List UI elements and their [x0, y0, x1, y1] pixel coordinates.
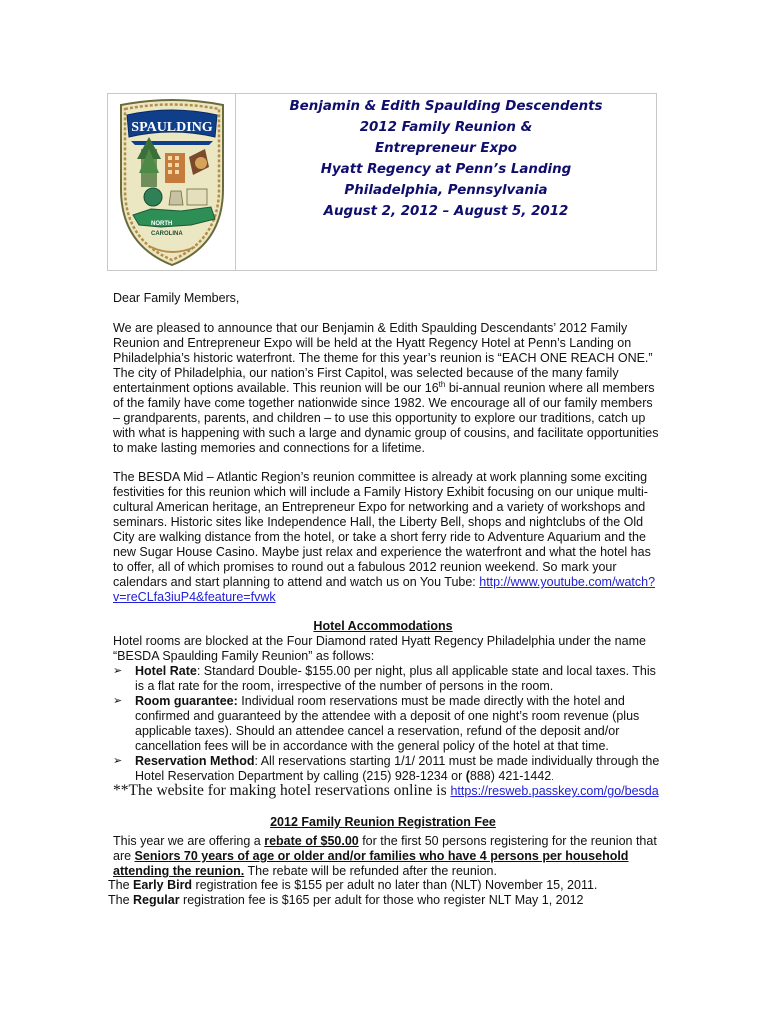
text-run: We are pleased to announce that our Benjamin & Edith Spaulding Descendants’ 2012 Family Reunion and Entrepreneur Expo will be held at the Hyatt Regency Hotel at Penn’s Landing on Philadelphia’s historic waterfront. The theme for this year’s reunion is “EACH ONE REACH ONE.” The city of Philadelphia, our nation’s First Capitol, was selected because of the many family entertainment options available. This reunion will be our 16: [113, 321, 653, 395]
text-run: Individual room reservations must be made directly with the hotel and confirmed and guaranteed by the attendee with a deposit of one night’s room revenue (plus applicable taxes). Should an attendee cancel a reservation, refund of the deposit and/or cancellation fees will be in accordance with the general policy of the hotel at that time.: [135, 694, 640, 753]
list-item: [113, 754, 661, 785]
list-item: [113, 694, 661, 754]
text-run: registration fee is $155 per adult no later than (NLT) November 15, 2011.: [192, 878, 598, 892]
list-item: [113, 664, 661, 694]
festivities-paragraph: [113, 470, 661, 605]
title-line: 2012 Family Reunion &: [359, 120, 533, 135]
text-run: The rebate will be refunded after the reunion.: [244, 864, 497, 878]
fee-lines: [108, 878, 668, 908]
text-run: Seniors 70 years of age or older and/or families who have 4 persons per household attending the reunion.: [113, 849, 629, 878]
text-run: .: [551, 772, 554, 782]
text-run: bi-annual reunion where all members of the family have come together nationwide since 1982. We encourage all of our family members – grandparents, parents, and children – to use this opportunity to explore our traditions, catch up with what is happening with such a large and dynamic group of cousins, and facilitate opportunities to make lasting memories and connections for a lifetime.: [113, 381, 659, 455]
intro-paragraph: [113, 321, 661, 456]
text-run: This year we are offering a: [113, 834, 265, 848]
title-line: Entrepreneur Expo: [374, 141, 518, 156]
greeting: Dear Family Members,: [113, 291, 240, 305]
bullet-text: [135, 754, 659, 783]
hotel-intro: Hotel rooms are blocked at the Four Diamond rated Hyatt Regency Philadelphia under the name “BESDA Spaulding Family Reunion” as follows:: [113, 634, 646, 663]
title-line: Philadelphia, Pennsylvania: [344, 183, 548, 198]
text-run: Early Bird: [133, 878, 193, 892]
text-run: Hotel Rate: [135, 664, 197, 678]
regular-fee: [108, 893, 668, 908]
arrow-bullet-icon: ➢: [113, 755, 123, 767]
fee-section-title: 2012 Family Reunion Registration Fee: [270, 815, 496, 829]
text-run: for the first 50 persons registering for the reunion that are: [113, 834, 657, 863]
emblem-banner-text: SPAULDING: [131, 120, 213, 135]
superscript: th: [438, 379, 446, 389]
early-bird-fee: [108, 878, 668, 893]
text-run: Reservation Method: [135, 754, 255, 768]
text-run: 888) 421-1442: [469, 769, 552, 783]
text-run: : Standard Double- $155.00 per night, plus all applicable state and local taxes. This is a flat rate for the room, irrespective of the number of persons in the room.: [135, 664, 656, 693]
bullet-text: [135, 664, 656, 693]
hotel-section-title: Hotel Accommodations: [313, 619, 453, 633]
reservation-website-line: [113, 783, 673, 799]
title-line: Benjamin & Edith Spaulding Descendents: [289, 99, 603, 114]
bullet-text: [135, 694, 639, 753]
letterhead: [107, 93, 657, 271]
arrow-bullet-icon: ➢: [113, 695, 123, 707]
hotel-bullet-list: [113, 664, 661, 785]
spaulding-emblem: [111, 97, 233, 269]
text-run: The: [108, 893, 134, 907]
arrow-bullet-icon: ➢: [113, 665, 123, 677]
text-run: : All reservations starting 1/1/ 2011 must be made individually through the Hotel Reservation Department by calling (215) 928-1234 or: [135, 754, 660, 783]
title-line: August 2, 2012 – August 5, 2012: [323, 204, 569, 219]
text-run: **The website for making hotel reservations online is: [113, 782, 451, 799]
text-run: registration fee is $165 per adult for those who register NLT May 1, 2012: [179, 893, 584, 907]
rebate-paragraph: [113, 834, 661, 879]
text-run: Room guarantee:: [135, 694, 238, 708]
text-run: Regular: [133, 893, 180, 907]
text-run: rebate of $50.00: [264, 834, 359, 848]
url-link[interactable]: https://resweb.passkey.com/go/besda: [450, 784, 659, 798]
text-run: The: [108, 878, 134, 892]
event-title: [236, 96, 656, 222]
text-run: (: [465, 769, 470, 783]
emblem-state-text-1: NORTH: [151, 221, 173, 227]
url-link[interactable]: http://www.youtube.com/watch?v=reCLfa3iuP4&feature=fvwk: [113, 575, 656, 604]
emblem-state-text-2: CAROLINA: [151, 231, 183, 237]
title-line: Hyatt Regency at Penn’s Landing: [320, 162, 572, 177]
text-run: The BESDA Mid – Atlantic Region’s reunion committee is already at work planning some exciting festivities for this reunion which will include a Family History Exhibit focusing on our unique multi-cultural American heritage, an Entrepreneur Expo for networking and a variety of workshops and seminars. Historic sites like Independence Hall, the Liberty Bell, shops and nightclubs of the Old City are walking distance from the hotel, or take a short ferry ride to Adventure Aquarium and the new Sugar House Casino. Maybe just relax and experience the waterfront and what the hotel has to offer, all of which promises to round out a fabulous 2012 reunion weekend. So mark your calendars and start planning to attend and watch us on You Tube:: [113, 470, 651, 589]
emblem-icon: [111, 97, 233, 269]
